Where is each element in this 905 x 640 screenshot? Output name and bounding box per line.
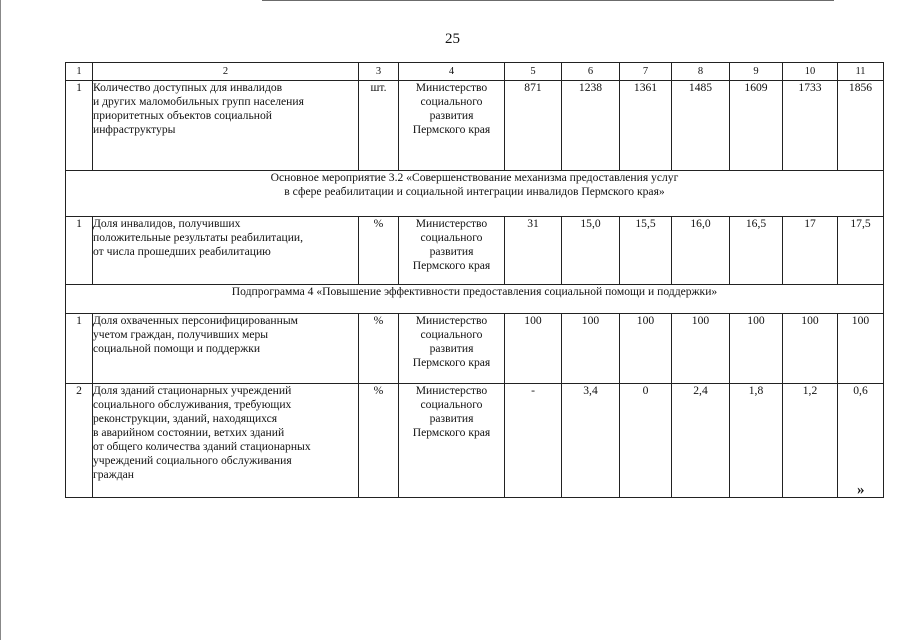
value-cell: 1733 (783, 81, 838, 171)
value-cell: - (505, 384, 562, 498)
indicators-table (65, 62, 884, 498)
unit-cell: шт. (359, 81, 399, 171)
unit-cell: % (359, 217, 399, 285)
responsible-org: Министерство социального развития Пермского края (399, 217, 505, 285)
column-header: 1 (66, 63, 93, 81)
value-cell: 100 (672, 314, 730, 384)
table-row (66, 384, 884, 498)
row-number: 1 (66, 314, 93, 384)
section-row (66, 171, 884, 217)
page-number: 25 (445, 31, 460, 47)
value-cell: 17,5 (838, 217, 884, 285)
column-header: 5 (505, 63, 562, 81)
responsible-org: Министерство социального развития Пермского края (399, 314, 505, 384)
value-cell: 100 (620, 314, 672, 384)
value-cell: 100 (562, 314, 620, 384)
indicator-name: Доля зданий стационарных учреждений социального обслуживания, требующих реконструкции, зданий, находящихся в аварийном состоянии, ветхих зданий от общего количества зданий стационарных учреждений социального обслуживания граждан (93, 384, 359, 498)
value-cell: 3,4 (562, 384, 620, 498)
column-header: 9 (730, 63, 783, 81)
column-header: 10 (783, 63, 838, 81)
value-cell: 15,5 (620, 217, 672, 285)
value-cell: 1,8 (730, 384, 783, 498)
value-cell: 15,0 (562, 217, 620, 285)
column-header: 11 (838, 63, 884, 81)
value-cell: 1238 (562, 81, 620, 171)
section-title: Подпрограмма 4 «Повышение эффективности предоставления социальной помощи и поддержки» (66, 285, 884, 314)
indicator-name: Количество доступных для инвалидов и других маломобильных групп населения приоритетных объектов социальной инфраструктуры (93, 81, 359, 171)
table-row (66, 81, 884, 171)
scan-top-line (262, 0, 834, 1)
value-cell: 100 (783, 314, 838, 384)
column-number-row (66, 63, 884, 81)
value-cell: 1485 (672, 81, 730, 171)
table-row (66, 217, 884, 285)
value-cell: 17 (783, 217, 838, 285)
column-header: 4 (399, 63, 505, 81)
responsible-org: Министерство социального развития Пермского края (399, 81, 505, 171)
column-header: 2 (93, 63, 359, 81)
value-cell: 16,5 (730, 217, 783, 285)
continuation-mark: » (857, 482, 865, 498)
value-cell: 100 (838, 314, 884, 384)
value-cell: 2,4 (672, 384, 730, 498)
unit-cell: % (359, 314, 399, 384)
scan-edge-line (0, 0, 1, 640)
row-number: 2 (66, 384, 93, 498)
column-header: 7 (620, 63, 672, 81)
value-cell: 16,0 (672, 217, 730, 285)
value-cell: 0,6 (838, 384, 884, 498)
value-cell: 871 (505, 81, 562, 171)
row-number: 1 (66, 81, 93, 171)
value-cell: 1856 (838, 81, 884, 171)
column-header: 6 (562, 63, 620, 81)
value-cell: 100 (505, 314, 562, 384)
value-cell: 1609 (730, 81, 783, 171)
value-cell: 1,2 (783, 384, 838, 498)
value-cell: 1361 (620, 81, 672, 171)
row-number: 1 (66, 217, 93, 285)
section-title: Основное мероприятие 3.2 «Совершенствование механизма предоставления услуг в сфере реабилитации и социальной интеграции инвалидов Пермского края» (66, 171, 884, 217)
value-cell: 31 (505, 217, 562, 285)
value-cell: 100 (730, 314, 783, 384)
value-cell: 0 (620, 384, 672, 498)
indicator-name: Доля инвалидов, получивших положительные результаты реабилитации, от числа прошедших реабилитацию (93, 217, 359, 285)
column-header: 8 (672, 63, 730, 81)
table-row (66, 314, 884, 384)
indicator-name: Доля охваченных персонифицированным учетом граждан, получивших меры социальной помощи и поддержки (93, 314, 359, 384)
section-row (66, 285, 884, 314)
unit-cell: % (359, 384, 399, 498)
responsible-org: Министерство социального развития Пермского края (399, 384, 505, 498)
column-header: 3 (359, 63, 399, 81)
